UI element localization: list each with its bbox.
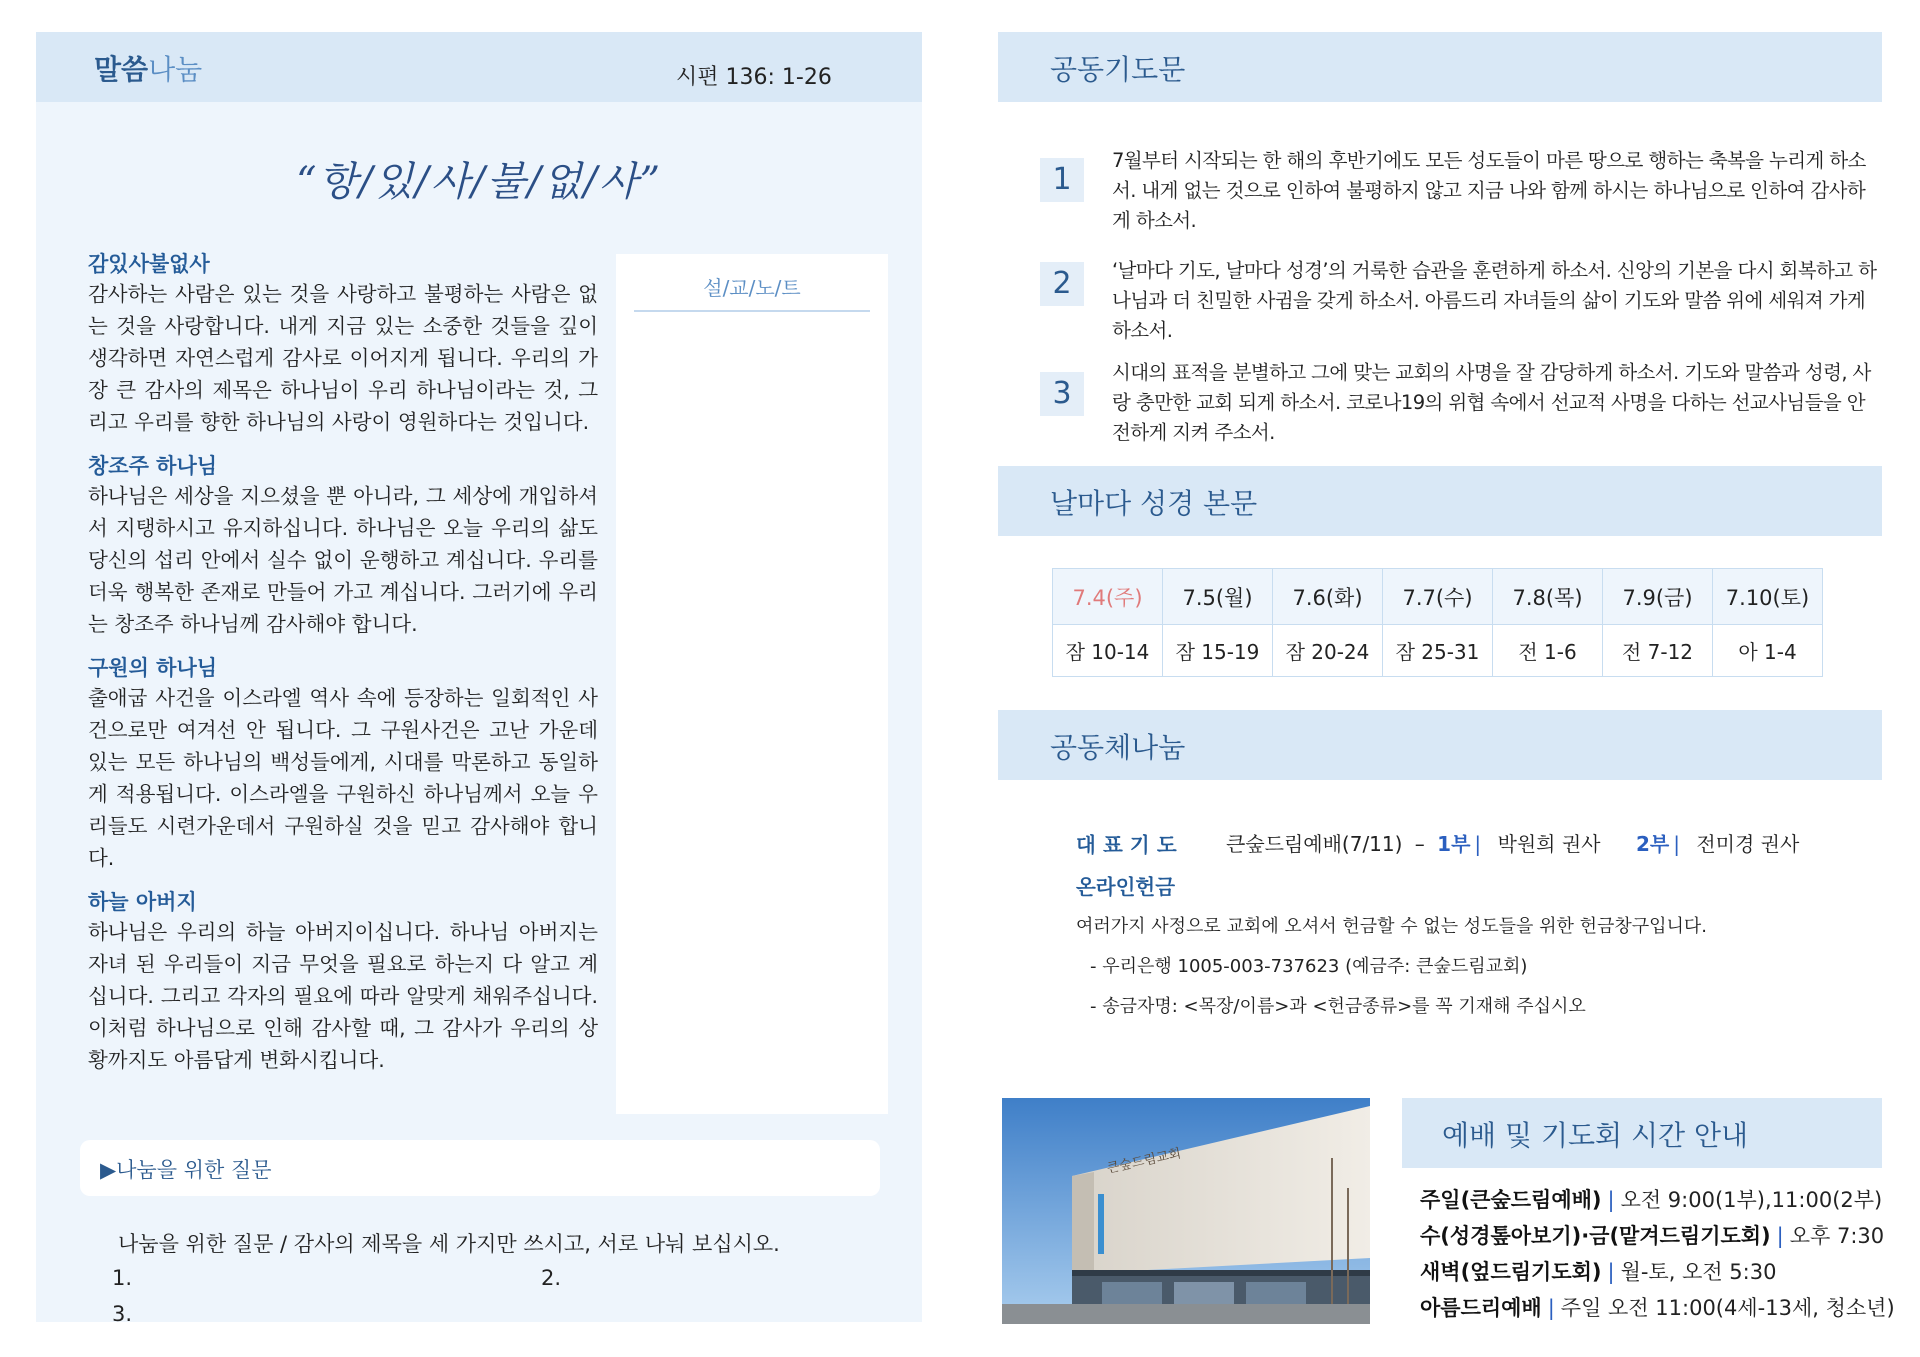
prayer-number: 1 — [1040, 158, 1084, 202]
sermon-motto: “항/있/사/불/없/사” — [295, 159, 663, 205]
worship-row — [1420, 1220, 1884, 1250]
day-cell: 7.6(화) — [1273, 569, 1383, 625]
worship-time: 월-토, 오전 5:30 — [1620, 1260, 1777, 1284]
part2-info — [1636, 828, 1799, 857]
worship-time: 주일 오전 11:00(4세-13세, 청소년) — [1560, 1296, 1895, 1320]
worship-name: 새벽(엎드림기도회) — [1420, 1260, 1602, 1284]
divider: | — [1547, 1296, 1555, 1320]
reading-cell: 잠 15-19 — [1163, 625, 1273, 677]
prayer-number: 2 — [1040, 262, 1084, 306]
dash: – — [1414, 832, 1425, 856]
question-text: 나눔을 위한 질문 / 감사의 제목을 세 가지만 쓰시고, 서로 나눠 보십시오. — [118, 1232, 780, 1256]
day-cell: 7.10(토) — [1713, 569, 1823, 625]
prayer-number: 3 — [1040, 372, 1084, 416]
prayer-title: 공동기도문 — [1050, 53, 1186, 86]
section-body: 감사하는 사람은 있는 것을 사랑하고 불평하는 사람은 없는 것을 사랑합니다. 내게 지금 있는 소중한 것들을 깊이 생각하면 자연스럽게 감사로 이어지게 됩니다. 우리의 가장 큰 감사의 제목은 하나님이 우리 하나님이라는 것, 그리고 우리를 향한 하나님의 사랑이 영원하다는 것입니다. — [88, 282, 598, 434]
community-header — [998, 710, 1882, 780]
reading-cell: 전 7-12 — [1603, 625, 1713, 677]
worship-time: 오후 7:30 — [1789, 1224, 1885, 1248]
rep-prayer-service: 큰숲드림예배(7/11) — [1226, 832, 1403, 856]
divider: | — [1474, 832, 1482, 856]
rep-prayer-info — [1226, 828, 1600, 857]
day-cell: 7.7(수) — [1383, 569, 1493, 625]
divider: | — [1607, 1188, 1615, 1212]
church-sign-text: 큰숲드림교회 — [1105, 1146, 1183, 1177]
bible-reading-table — [1052, 568, 1823, 677]
answer-number-1: 1. — [112, 1266, 133, 1290]
section-title: 구원의 하나님 — [88, 656, 218, 680]
rep-prayer-label: 대 표 기 도 — [1076, 833, 1177, 857]
section-title: 하늘 아버지 — [88, 890, 197, 914]
worship-row — [1420, 1292, 1895, 1322]
church-building-photo — [1002, 1098, 1370, 1324]
question-heading: ▶나눔을 위한 질문 — [100, 1158, 272, 1182]
community-title: 공동체나눔 — [1050, 731, 1186, 764]
table-row — [1053, 569, 1823, 625]
divider: | — [1607, 1260, 1615, 1284]
online-offering-desc: 여러가지 사정으로 교회에 오셔서 헌금할 수 없는 성도들을 위한 헌금창구입니다. — [1076, 916, 1708, 937]
scripture-reference: 시편 136: 1-26 — [676, 65, 832, 90]
table-row — [1053, 625, 1823, 677]
part1-label: 1부 — [1437, 832, 1471, 856]
question-heading-box — [80, 1140, 880, 1196]
answer-number-3: 3. — [112, 1302, 133, 1326]
sermon-body — [88, 250, 598, 1090]
bible-title: 날마다 성경 본문 — [1050, 487, 1258, 520]
sermon-notes-title: 설/교/노/트 — [703, 276, 801, 300]
day-cell: 7.4(주) — [1053, 569, 1163, 625]
church-building-illustration — [1002, 1098, 1370, 1324]
worship-row — [1420, 1256, 1776, 1286]
sermon-panel — [36, 32, 922, 1326]
online-offering-note: - 송금자명: <목장/이름>과 <헌금종류>를 꼭 기재해 주십시오 — [1090, 996, 1586, 1017]
reading-cell: 잠 10-14 — [1053, 625, 1163, 677]
worship-name: 아름드리예배 — [1420, 1296, 1542, 1320]
sermon-notes-box[interactable] — [616, 254, 888, 1114]
prayer-text: 시대의 표적을 분별하고 그에 맞는 교회의 사명을 잘 감당하게 하소서. 기도와 말씀과 성령, 사랑 충만한 교회 되게 하소서. 코로나19의 위협 속에서 선교적 사명을 다하는 선교사님들을 안전하게 지켜 주소서. — [1112, 361, 1871, 444]
sermon-section — [88, 654, 598, 874]
prayer-text: 7월부터 시작되는 한 해의 후반기에도 모든 성도들이 마른 땅으로 행하는 축복을 누리게 하소서. 내게 없는 것으로 인하여 불평하지 않고 지금 나와 함께 하시는 하나님으로 인하여 감사하게 하소서. — [1112, 149, 1866, 232]
bible-header — [998, 466, 1882, 536]
section-body: 출애굽 사건을 이스라엘 역사 속에 등장하는 일회적인 사건으로만 여겨선 안 됩니다. 그 구원사건은 고난 가운데 있는 모든 하나님의 백성들에게, 시대를 막론하고 동일하게 적용됩니다. 이스라엘을 구원하신 하나님께서 오늘 우리들도 시련가운데서 구원하실 것을 믿고 감사해야 합니다. — [88, 686, 598, 870]
worship-time: 오전 9:00(1부),11:00(2부) — [1620, 1188, 1883, 1212]
section-title: 창조주 하나님 — [88, 454, 218, 478]
worship-header — [1402, 1098, 1882, 1168]
worship-title: 예배 및 기도회 시간 안내 — [1442, 1119, 1749, 1152]
reading-cell: 잠 20-24 — [1273, 625, 1383, 677]
online-offering-account: - 우리은행 1005-003-737623 (예금주: 큰숲드림교회) — [1090, 956, 1528, 977]
divider: | — [1673, 832, 1680, 856]
reading-cell: 잠 25-31 — [1383, 625, 1493, 677]
notes-divider — [634, 310, 870, 312]
sermon-title: 말씀나눔 — [94, 53, 203, 86]
worship-row — [1420, 1184, 1882, 1214]
day-cell: 7.8(목) — [1493, 569, 1603, 625]
sermon-header — [36, 32, 922, 102]
reading-cell: 전 1-6 — [1493, 625, 1603, 677]
day-cell: 7.9(금) — [1603, 569, 1713, 625]
section-body: 하나님은 우리의 하늘 아버지이십니다. 하나님 아버지는 자녀 된 우리들이 지금 무엇을 필요로 하는지 다 알고 계십니다. 그리고 각자의 필요에 따라 알맞게 채워주십니다. 이처럼 하나님으로 인해 감사할 때, 그 감사가 우리의 상황까지도 아름답게 변화시킵니다. — [88, 920, 598, 1072]
part2-label: 2부 — [1636, 832, 1670, 856]
section-body: 하나님은 세상을 지으셨을 뿐 아니라, 그 세상에 개입하셔서 지탱하시고 유지하십니다. 하나님은 오늘 우리의 삶도 당신의 섭리 안에서 실수 없이 운행하고 계십니다. 우리를 더욱 행복한 존재로 만들어 가고 계십니다. 그러기에 우리는 창조주 하나님께 감사해야 합니다. — [88, 484, 598, 636]
worship-name: 수(성경톺아보기)·금(맡겨드림기도회) — [1420, 1224, 1771, 1248]
prayer-text: ‘날마다 기도, 날마다 성경’의 거룩한 습관을 훈련하게 하소서. 신앙의 기본을 다시 회복하고 하나님과 더 친밀한 사귐을 갖게 하소서. 아름드리 자녀들의 삶이 기도와 말씀 위에 세워져 가게 하소서. — [1112, 259, 1877, 342]
answer-number-2: 2. — [541, 1266, 562, 1290]
worship-name: 주일(큰숲드림예배) — [1420, 1188, 1602, 1212]
divider: | — [1776, 1224, 1784, 1248]
reading-cell: 아 1-4 — [1713, 625, 1823, 677]
section-title: 감있사불없사 — [88, 252, 210, 276]
prayer-header — [998, 32, 1882, 102]
online-offering-label: 온라인헌금 — [1076, 875, 1176, 899]
part2-name: 전미경 권사 — [1696, 832, 1800, 856]
part1-name: 박원희 권사 — [1497, 832, 1601, 856]
sermon-section — [88, 888, 598, 1076]
sermon-section — [88, 452, 598, 640]
day-cell: 7.5(월) — [1163, 569, 1273, 625]
sermon-section — [88, 250, 598, 438]
